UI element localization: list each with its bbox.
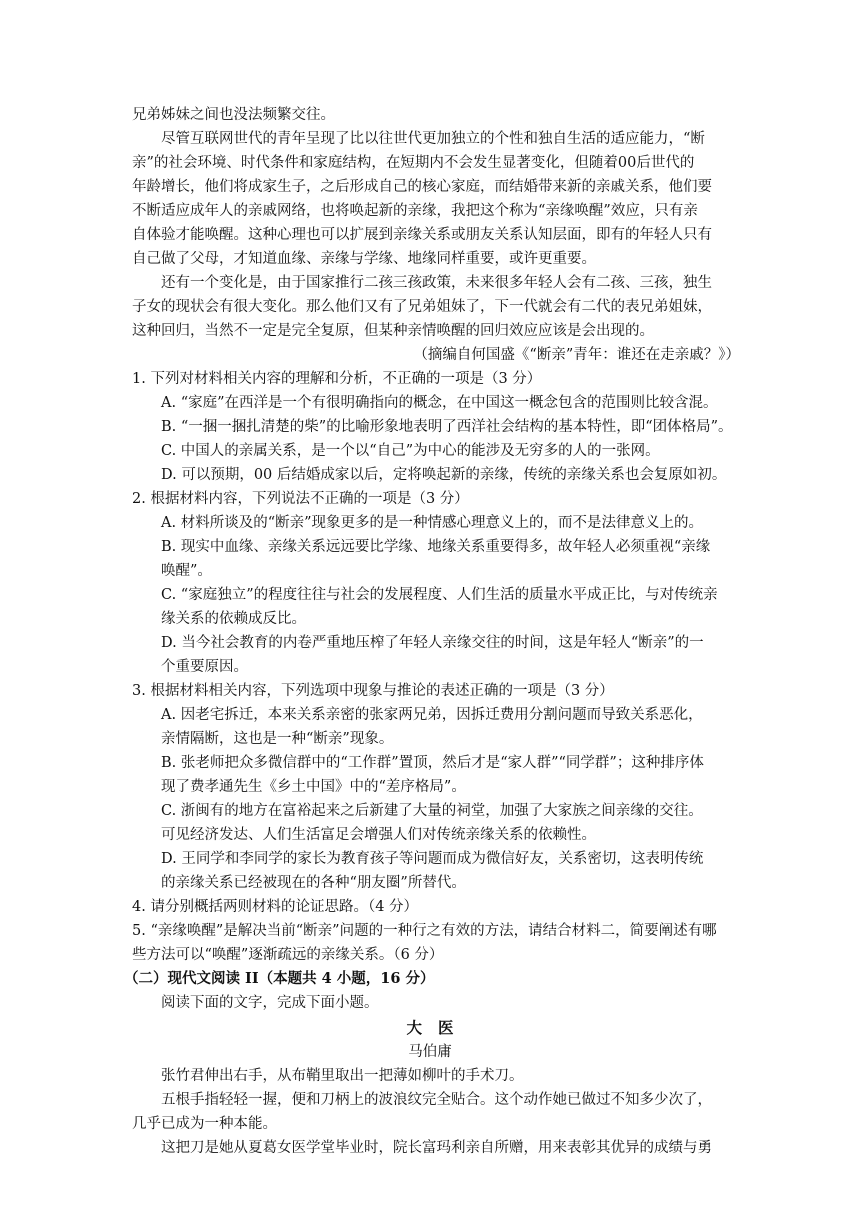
question-2-option-d-cont: 个重要原因。	[161, 659, 248, 675]
story-line: 这把刀是她从夏葛女医学堂毕业时，院长富玛利亲自所赠，用来表彰其优异的成绩与勇	[161, 1140, 712, 1156]
question-4: 4. 请分别概括两则材料的论证思路。（4 分）	[132, 899, 419, 915]
story-line: 五根手指轻轻一握，便和刀柄上的波浪纹完全贴合。这个动作她已做过不知多少次了，	[161, 1092, 712, 1108]
question-3-option-c: C. 浙闽有的地方在富裕起来之后新建了大量的祠堂，加强了大家族之间亲缘的交往。	[161, 803, 703, 819]
question-2-option-a: A. 材料所谈及的“断亲”现象更多的是一种情感心理意义上的，而不是法律意义上的。	[161, 515, 704, 531]
section-2-heading: （二）现代文阅读 II（本题共 4 小题，16 分）	[124, 970, 435, 987]
question-3-option-c-cont: 可见经济发达、人们生活富足会增强人们对传统亲缘关系的依赖性。	[161, 827, 596, 843]
story-author: 马伯庸	[408, 1044, 452, 1060]
story-line: 张竹君伸出右手，从布鞘里取出一把薄如柳叶的手术刀。	[161, 1068, 524, 1084]
question-1-option-b: B. “一捆一捆扎清楚的柴”的比喻形象地表明了西洋社会结构的基本特性，即“团体格局”。	[161, 419, 733, 435]
question-2-option-b-cont: 唤醒”。	[161, 563, 212, 579]
question-3-option-d: D. 王同学和李同学的家长为教育孩子等问题而成为微信好友，关系密切，这表明传统	[161, 851, 704, 867]
passage-line: 年龄增长，他们将成家生子，之后形成自己的核心家庭，而结婚带来新的亲戚关系，他们要	[132, 179, 712, 195]
passage-line: 不断适应成年人的亲戚网络，也将唤起新的亲缘，我把这个称为“亲缘唤醒”效应，只有亲	[132, 203, 698, 219]
question-1-option-d: D. 可以预期，00 后结婚成家以后，定将唤起新的亲缘，传统的亲缘关系也会复原如初。	[161, 467, 727, 483]
passage-line: 还有一个变化是，由于国家推行二孩三孩政策，未来很多年轻人会有二孩、三孩，独生	[161, 275, 712, 291]
passage-source: （摘编自何国盛《“断亲”青年：谁还在走亲戚？》）	[413, 347, 740, 363]
passage-line: 子女的现状会有很大变化。那么他们又有了兄弟姐妹了，下一代就会有二代的表兄弟姐妹，	[132, 299, 712, 315]
question-1-stem: 1. 下列对材料相关内容的理解和分析，不正确的一项是（3 分）	[132, 371, 542, 387]
story-title: 大医	[406, 1018, 470, 1037]
passage-line: 亲”的社会环境、时代条件和家庭结构，在短期内不会发生显著变化，但随着00后世代的	[132, 155, 695, 171]
question-2-option-c-cont: 缘关系的依赖成反比。	[161, 611, 306, 627]
passage-line: 尽管互联网世代的青年呈现了比以往世代更加独立的个性和独自生活的适应能力，“断	[161, 131, 705, 147]
passage-line: 兄弟姊妹之间也没法频繁交往。	[132, 107, 335, 123]
question-2-option-d: D. 当今社会教育的内卷严重地压榨了年轻人亲缘交往的时间，这是年轻人“断亲”的一	[161, 635, 704, 651]
question-3-option-b: B. 张老师把众多微信群中的“工作群”置顶，然后才是“家人群”“同学群”；这种排序体	[161, 755, 704, 771]
question-2-stem: 2. 根据材料内容，下列说法不正确的一项是（3 分）	[132, 491, 469, 507]
question-3-option-a: A. 因老宅拆迁，本来关系亲密的张家两兄弟，因拆迁费用分割问题而导致关系恶化，	[161, 707, 703, 723]
passage-line: 自己做了父母，才知道血缘、亲缘与学缘、地缘同样重要，或许更重要。	[132, 251, 596, 267]
question-1-option-c: C. 中国人的亲属关系，是一个以“自己”为中心的能涉及无穷多的人的一张网。	[161, 443, 660, 459]
question-2-option-c: C. “家庭独立”的程度往往与社会的发展程度、人们生活的质量水平成正比，与对传统亲	[161, 587, 718, 603]
passage-line: 这种回归，当然不一定是完全复原，但某种亲情唤醒的回归效应应该是会出现的。	[132, 323, 654, 339]
question-3-option-d-cont: 的亲缘关系已经被现在的各种“朋友圈”所替代。	[161, 875, 466, 891]
section-2-instruction: 阅读下面的文字，完成下面小题。	[161, 995, 379, 1011]
question-5-cont: 些方法可以“唤醒”逐渐疏远的亲缘关系。（6 分）	[132, 947, 444, 963]
story-line: 几乎已成为一种本能。	[132, 1116, 277, 1132]
question-3-option-a-cont: 亲情隔断，这也是一种“断亲”现象。	[161, 731, 394, 747]
question-1-option-a: A. “家庭”在西洋是一个有很明确指向的概念，在中国这一概念包含的范围则比较含混。	[161, 395, 718, 411]
question-5: 5. “亲缘唤醒”是解决当前“断亲”问题的一种行之有效的方法，请结合材料二，简要阐述有哪	[132, 923, 717, 939]
question-3-stem: 3. 根据材料相关内容，下列选项中现象与推论的表述正确的一项是（3 分）	[132, 683, 614, 699]
question-3-option-b-cont: 现了费孝通先生《乡土中国》中的“差序格局”。	[161, 779, 466, 795]
question-2-option-b: B. 现实中血缘、亲缘关系远远要比学缘、地缘关系重要得多，故年轻人必须重视“亲缘	[161, 539, 711, 555]
passage-line: 自体验才能唤醒。这种心理也可以扩展到亲缘关系或朋友关系认知层面，即有的年轻人只有	[132, 227, 712, 243]
